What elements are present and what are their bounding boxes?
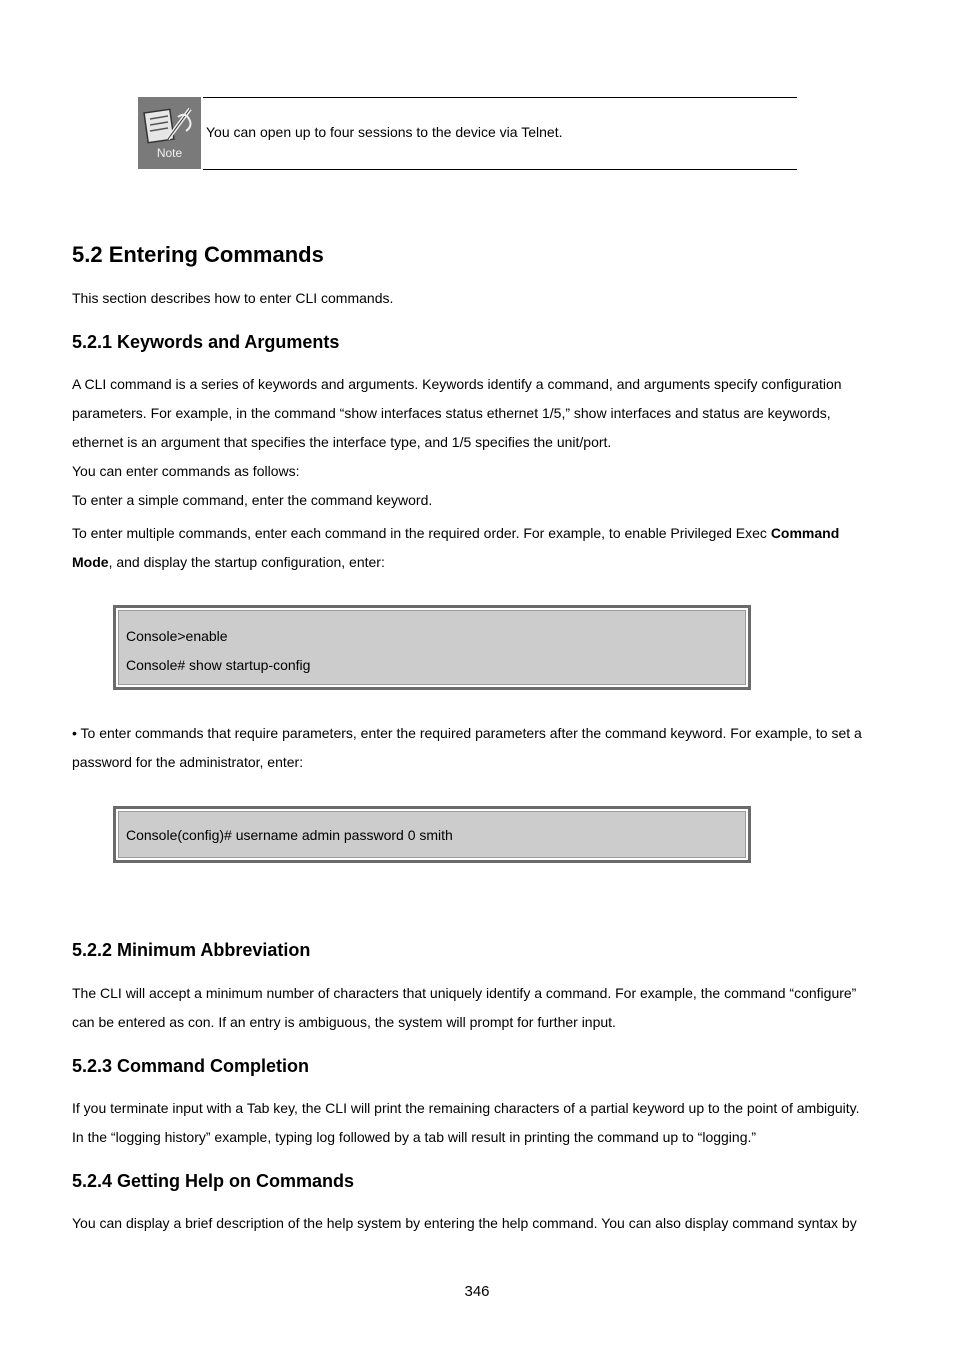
keywords-para2: You can enter commands as follows: [72, 463, 300, 479]
bold-mode: Mode [72, 554, 109, 570]
code-block-2 [113, 806, 751, 863]
note-bottom-rule [203, 169, 797, 170]
section-title: 5.2 Entering Commands [72, 242, 324, 267]
code-line: Console>enable [126, 628, 228, 644]
keywords-para4-line2: Mode, and display the startup configuration, enter: [72, 554, 385, 570]
note-text: You can open up to four sessions to the device via Telnet. [206, 124, 563, 140]
keywords-para1-line1: A CLI command is a series of keywords and arguments. Keywords identify a command, and arguments specify configuration [72, 376, 842, 392]
abbrev-line1: The CLI will accept a minimum number of characters that uniquely identify a command. For example, the command “configure” [72, 985, 857, 1001]
abbrev-line2: can be entered as con. If an entry is ambiguous, the system will prompt for further input. [72, 1014, 616, 1030]
keywords-para1-line2: parameters. For example, in the command “show interfaces status ethernet 1/5,” show interfaces and status are keywords, [72, 405, 831, 421]
completion-title: 5.2.3 Command Completion [72, 1056, 310, 1076]
completion-line2: In the “logging history” example, typing log followed by a tab will result in printing the command up to “logging.” [72, 1129, 757, 1145]
page-number: 346 [464, 1283, 490, 1300]
keywords-para5-line1: • To enter commands that require parameters, enter the required parameters after the command keyword. For example, to set a [72, 725, 862, 741]
help-title: 5.2.4 Getting Help on Commands [72, 1171, 355, 1191]
section-intro: This section describes how to enter CLI commands. [72, 290, 394, 306]
code-line: Console# show startup-config [126, 657, 311, 673]
code-block-1 [113, 605, 751, 690]
completion-line1: If you terminate input with a Tab key, the CLI will print the remaining characters of a partial keyword up to the point of ambiguity. [72, 1100, 860, 1116]
keywords-para5-line2: password for the administrator, enter: [72, 754, 304, 770]
keywords-title: 5.2.1 Keywords and Arguments [72, 332, 340, 352]
keywords-para3: To enter a simple command, enter the command keyword. [72, 492, 433, 508]
keywords-para1-line3: ethernet is an argument that specifies the interface type, and 1/5 specifies the unit/port. [72, 434, 612, 450]
keywords-para4-line1: To enter multiple commands, enter each command in the required order. For example, to enable Privileged Exec Command [72, 525, 840, 541]
help-line1: You can display a brief description of the help system by entering the help command. You can also display command syntax by [72, 1215, 857, 1231]
bold-command: Command [770, 525, 840, 541]
code-line: Console(config)# username admin password 0 smith [126, 827, 453, 843]
note-icon-label: Note [156, 146, 183, 160]
note-top-rule [203, 97, 797, 98]
abbrev-title: 5.2.2 Minimum Abbreviation [72, 940, 311, 960]
